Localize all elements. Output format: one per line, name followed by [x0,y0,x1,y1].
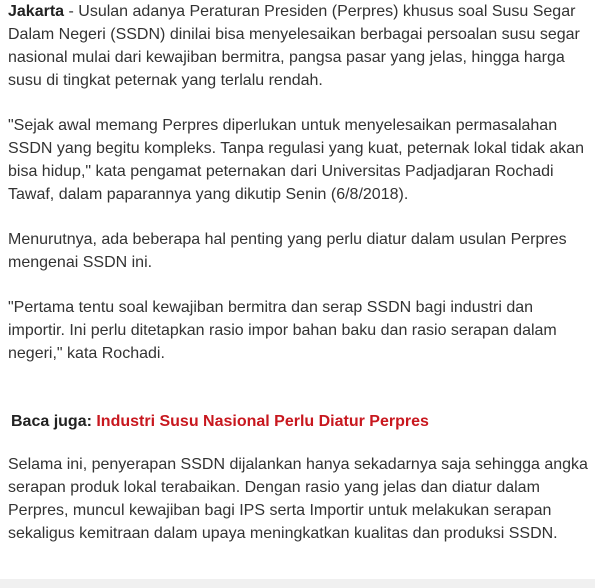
lead-text: - Usulan adanya Peraturan Presiden (Perpres) khusus soal Susu Segar Dalam Negeri (SSDN) dinilai bisa menyelesaikan berbagai persoalan susu segar nasional mulai dari kewajiban bermitra, pangsa pasar yang jelas, hingga harga susu di tingkat peternak yang terlalu rendah. [8,3,580,89]
paragraph-quote-1: "Sejak awal memang Perpres diperlukan untuk menyelesaikan permasalahan SSDN yang begitu kompleks. Tanpa regulasi yang kuat, peternak lokal tidak akan bisa hidup," kata pengamat peternakan dari Universitas Padjadjaran Rochadi Tawaf, dalam paparannya yang dikutip Senin (6/8/2018). [8,117,585,203]
related-label: Baca juga: [11,413,97,430]
paragraph-2: Menurutnya, ada beberapa hal penting yang perlu diatur dalam usulan Perpres mengenai SSDN ini. [8,231,567,271]
paragraph-quote-2: "Pertama tentu soal kewajiban bermitra dan serap SSDN bagi industri dan importir. Ini perlu ditetapkan rasio impor bahan baku dan rasio serapan dalam negeri," kata Rochadi. [8,299,557,362]
bottom-divider [0,579,595,588]
article-body [8,0,588,567]
related-article [11,410,588,433]
closing-paragraph: Selama ini, penyerapan SSDN dijalankan hanya sekadarnya saja sehingga angka serapan produk lokal terabaikan. Dengan rasio yang jelas dan diatur dalam Perpres, muncul kewajiban bagi IPS serta Importir untuk melakukan serapan sekaligus kemitraan dalam upaya meningkatkan kualitas dan produksi SSDN. [8,456,588,542]
lead-paragraph [8,0,588,92]
related-article-link[interactable]: Industri Susu Nasional Perlu Diatur Perpres [96,413,429,430]
dateline: Jakarta [8,3,65,20]
